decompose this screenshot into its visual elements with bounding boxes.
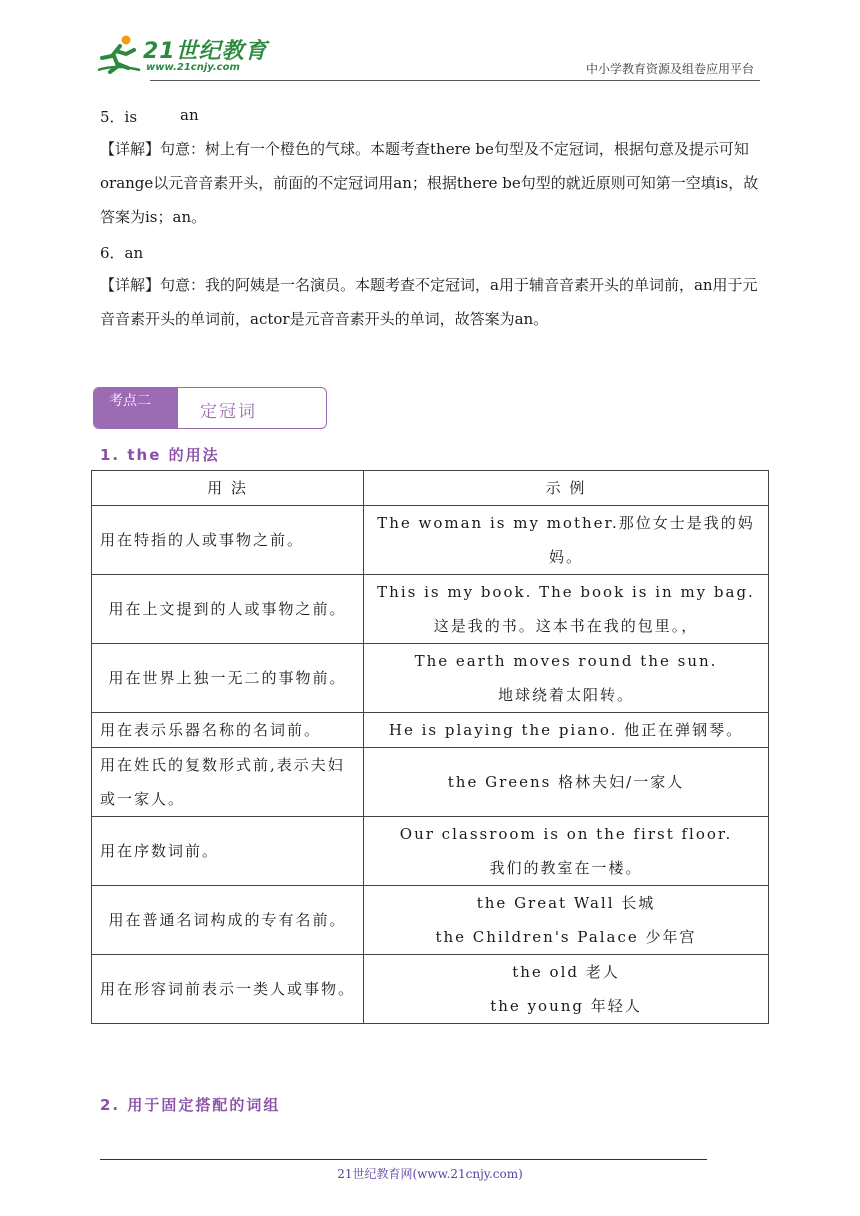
answer-5-number: 5．is [100, 108, 138, 126]
example-cell [364, 955, 769, 1024]
table-row [92, 817, 769, 886]
usage-cell: 用在表示乐器名称的名词前。 [92, 713, 364, 748]
answer-6-number: 6．an [100, 244, 144, 262]
subheading-the-usage: 1. the 的用法 [100, 446, 220, 464]
table-row [92, 886, 769, 955]
example-line: the Greens 格林夫妇/一家人 [447, 773, 685, 791]
section-tag-label-bg [94, 388, 178, 428]
runner-icon [96, 34, 142, 74]
usage-cell: 用在世界上独一无二的事物前。 [92, 644, 364, 713]
example-cell [364, 817, 769, 886]
example-line: The earth moves round the sun. [414, 652, 718, 670]
example-line: the young 年轻人 [490, 997, 642, 1015]
usage-cell: 用在序数词前。 [92, 817, 364, 886]
section-tag-number: 考点二 [109, 393, 151, 409]
example-line: the old 老人 [512, 963, 620, 981]
table-row [92, 713, 769, 748]
example-cell [364, 713, 769, 748]
table-header-usage: 用 法 [92, 471, 364, 506]
answer-5-value: an [180, 106, 199, 124]
page-header [0, 0, 860, 90]
example-line: This is my book. The book is in my bag. [377, 583, 755, 601]
example-line: the Children's Palace 少年宫 [435, 928, 697, 946]
usage-cell: 用在普通名词构成的专有名前。 [92, 886, 364, 955]
footer-divider [100, 1159, 707, 1160]
header-slogan: 中小学教育资源及组卷应用平台 [585, 62, 754, 76]
header-divider [150, 80, 760, 81]
usage-table [91, 470, 769, 1024]
table-row [92, 506, 769, 575]
section-tag [93, 387, 327, 429]
table-row [92, 575, 769, 644]
table-header-row [92, 471, 769, 506]
example-line: Our classroom is on the first floor. [399, 825, 733, 843]
logo-url: www.21cnjy.com [146, 62, 240, 73]
example-cell [364, 748, 769, 817]
example-line: 这是我的书。这本书在我的包里。， [433, 617, 699, 635]
usage-cell: 用在姓氏的复数形式前,表示夫妇或一家人。 [92, 748, 364, 817]
logo-text: 21世纪教育 [143, 39, 268, 64]
table-header-example: 示 例 [364, 471, 769, 506]
example-line: The woman is my mother.那位女士是我的妈妈。 [377, 514, 755, 566]
example-line: He is playing the piano. 他正在弹钢琴。 [388, 721, 744, 739]
answer-5-detail: 【详解】句意：树上有一个橙色的气球。本题考查there be句型及不定冠词，根据句意及提示可知orange以元音音素开头，前面的不定冠词用an；根据there be句型的就近原则可知第一空填is，故答案为is；an。 [100, 140, 759, 226]
table-row [92, 748, 769, 817]
example-line: the Great Wall 长城 [476, 894, 656, 912]
usage-cell: 用在上文提到的人或事物之前。 [92, 575, 364, 644]
subheading-fixed-phrases: 2. 用于固定搭配的词组 [100, 1096, 281, 1114]
answer-6-detail: 【详解】句意：我的阿姨是一名演员。本题考查不定冠词，a用于辅音音素开头的单词前，an用于元音音素开头的单词前，actor是元音音素开头的单词，故答案为an。 [100, 276, 758, 328]
site-logo [96, 34, 266, 80]
usage-cell: 用在特指的人或事物之前。 [92, 506, 364, 575]
example-line: 地球绕着太阳转。 [497, 686, 634, 704]
example-cell [364, 886, 769, 955]
example-cell [364, 506, 769, 575]
table-row [92, 955, 769, 1024]
example-line: 我们的教室在一楼。 [489, 859, 643, 877]
table-row [92, 644, 769, 713]
example-cell [364, 575, 769, 644]
example-cell [364, 644, 769, 713]
section-tag-title: 定冠词 [200, 402, 257, 422]
usage-cell: 用在形容词前表示一类人或事物。 [92, 955, 364, 1024]
footer-text: 21世纪教育网(www.21cnjy.com) [337, 1167, 523, 1181]
